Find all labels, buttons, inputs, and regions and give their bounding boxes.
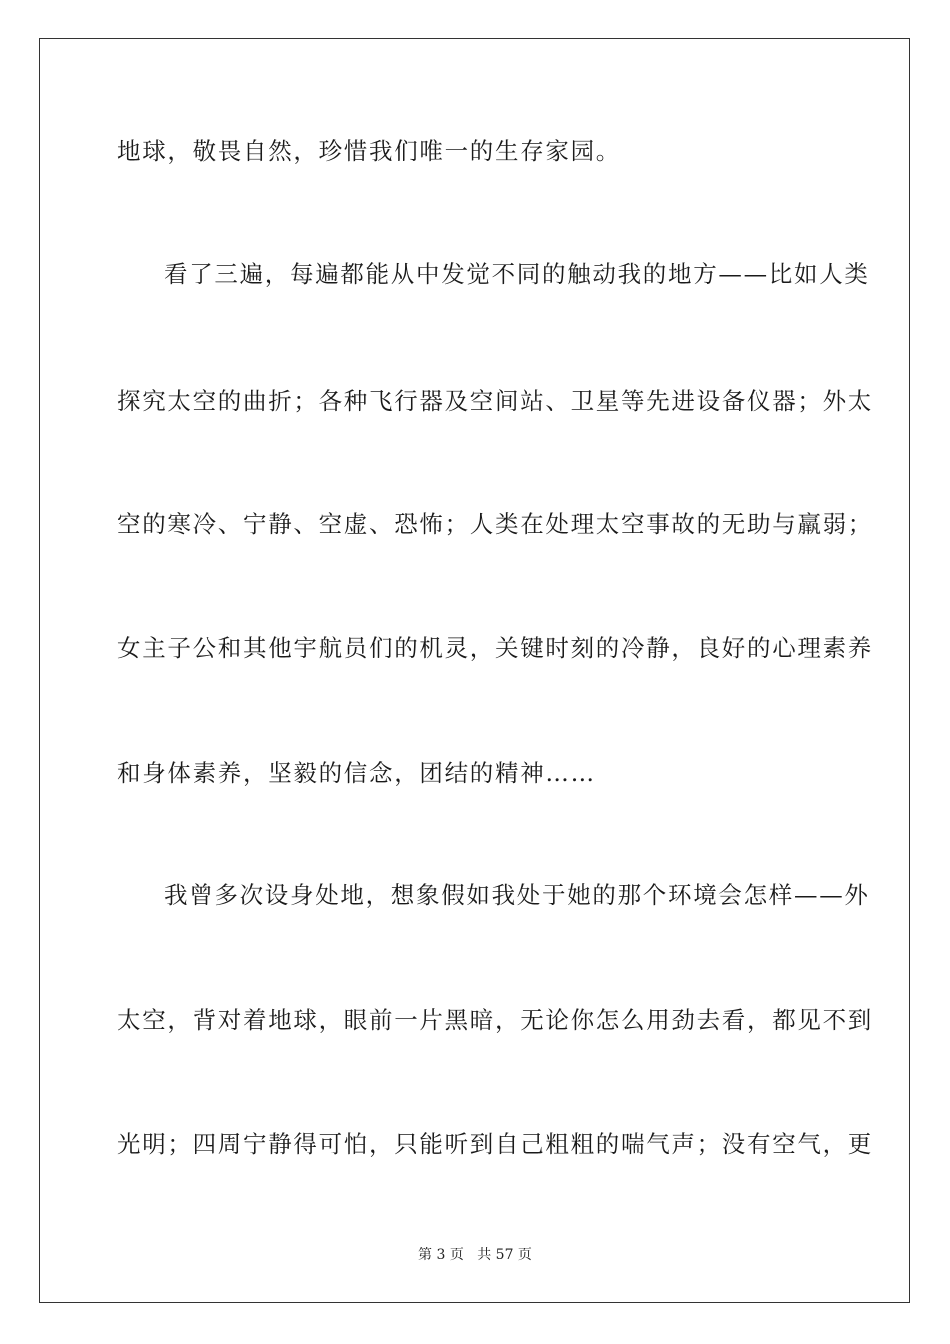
text-line-4: 空的寒冷、宁静、空虚、恐怖；人类在处理太空事故的无助与羸弱；: [117, 510, 873, 538]
text-line-3: 探究太空的曲折；各种飞行器及空间站、卫星等先进设备仪器；外太: [117, 387, 873, 415]
text-line-6: 和身体素养，坚毅的信念，团结的精神……: [117, 759, 596, 787]
page-total: 共 57 页: [477, 1247, 532, 1263]
text-line-7: 我曾多次设身处地，想象假如我处于她的那个环境会怎样——外: [164, 881, 870, 909]
page-border: [39, 38, 910, 1303]
text-line-5: 女主子公和其他宇航员们的机灵，关键时刻的冷静，良好的心理素养: [117, 634, 873, 662]
text-line-2: 看了三遍，每遍都能从中发觉不同的触动我的地方——比如人类: [164, 260, 870, 288]
page-number: 第 3 页: [418, 1247, 464, 1263]
text-line-8: 太空，背对着地球，眼前一片黑暗，无论你怎么用劲去看，都见不到: [117, 1006, 873, 1034]
text-line-1: 地球，敬畏自然，珍惜我们唯一的生存家园。: [117, 137, 621, 165]
text-line-9: 光明；四周宁静得可怕，只能听到自己粗粗的喘气声；没有空气，更: [117, 1130, 873, 1158]
page-footer: [0, 1246, 950, 1264]
